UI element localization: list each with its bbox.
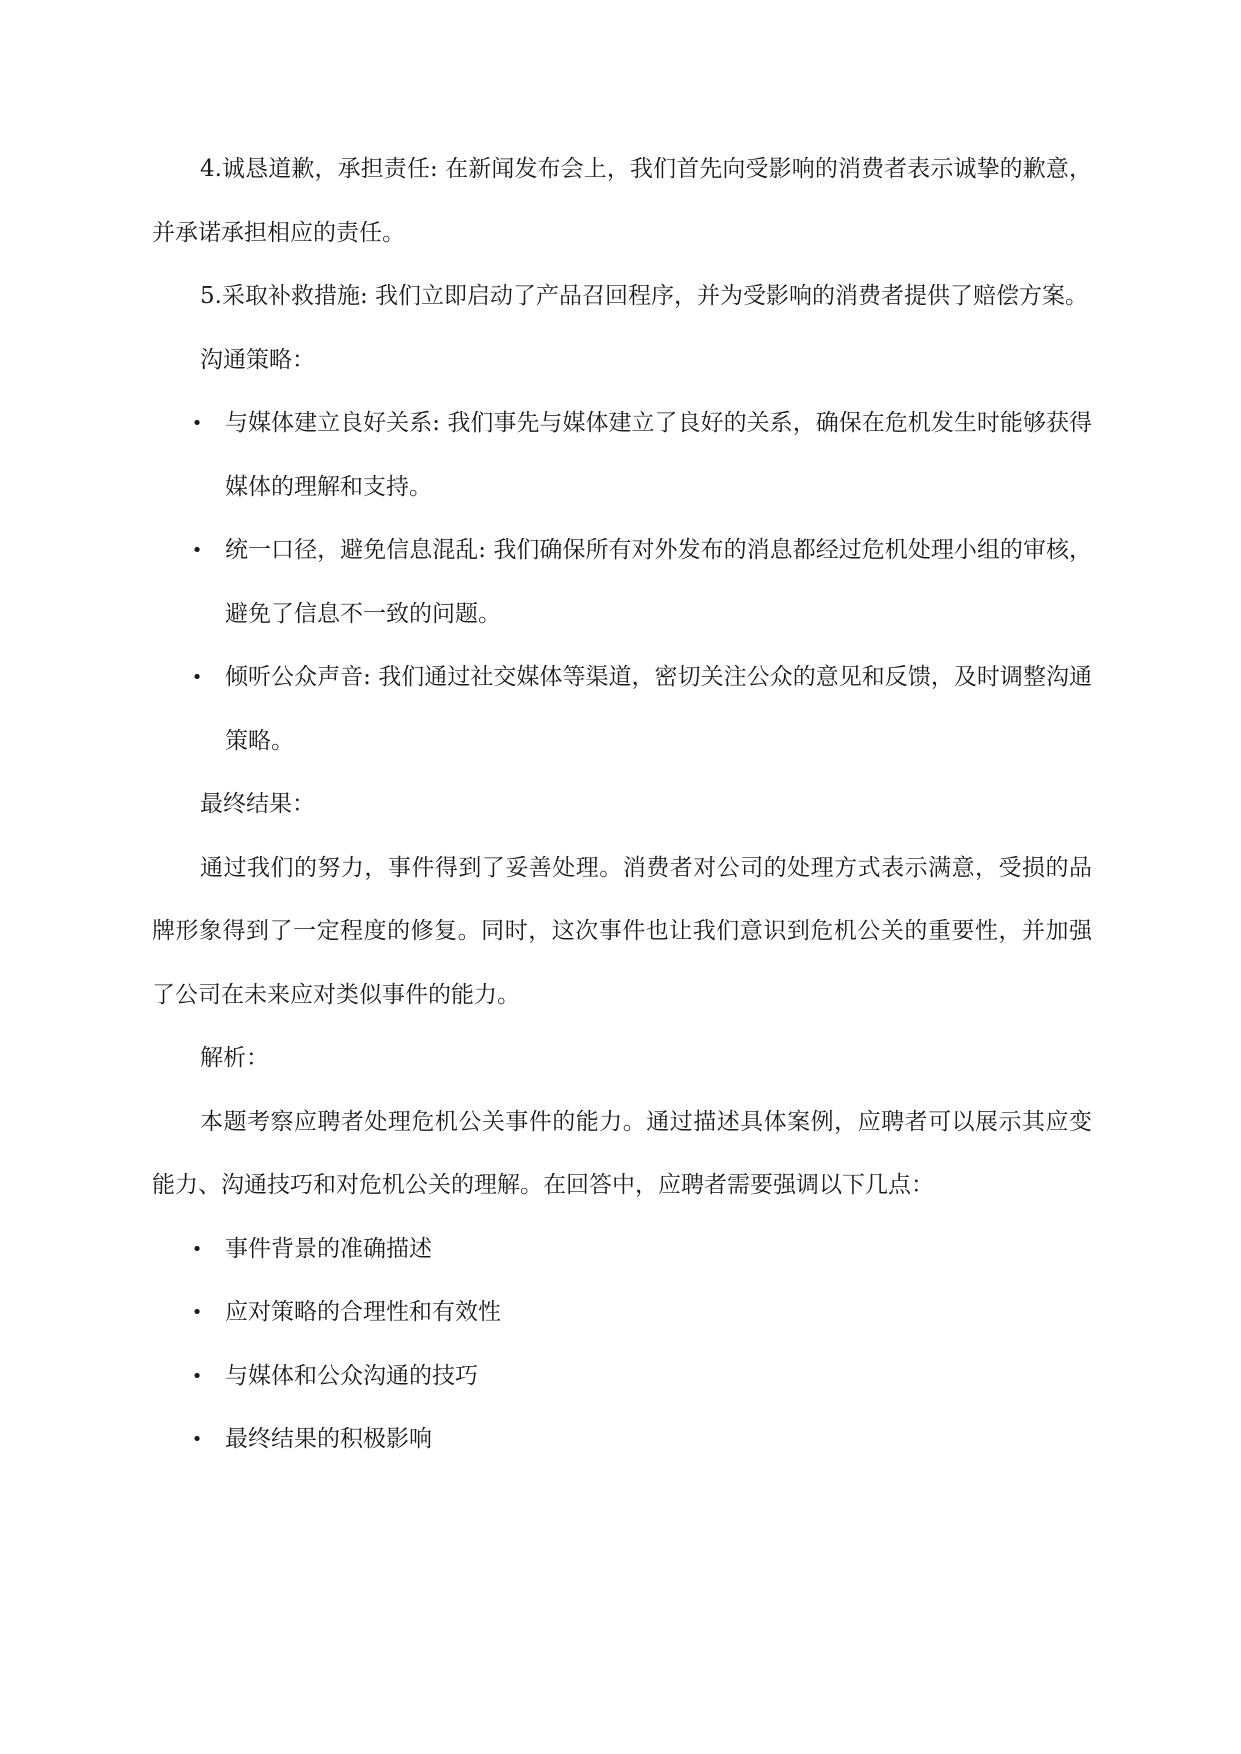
- paragraph-final-result: 通过我们的努力，事件得到了妥善处理。消费者对公司的处理方式表示满意，受损的品牌形象得到了一定程度的修复。同时，这次事件也让我们意识到危机公关的重要性，并加强了公司在未来应对类似事件的能力。: [152, 854, 1092, 1008]
- list-item-text: 与媒体建立良好关系: 我们事先与媒体建立了良好的关系，确保在危机发生时能够获得媒体的理解和支持。: [225, 410, 1092, 500]
- bullet-icon: •: [191, 413, 203, 434]
- list-item: [152, 392, 1092, 519]
- paragraph-remedy: 5.采取补救措施: 我们立即启动了产品召回程序，并为受影响的消费者提供了赔偿方案。: [200, 283, 1089, 309]
- list-item-text: 最终结果的积极影响: [225, 1426, 432, 1452]
- document-body: [152, 138, 1092, 1472]
- bullet-icon: •: [191, 1302, 203, 1323]
- list-item-text: 倾听公众声音: 我们通过社交媒体等渠道，密切关注公众的意见和反馈，及时调整沟通策略。: [225, 664, 1092, 754]
- list-item-text: 事件背景的准确描述: [225, 1235, 432, 1262]
- list-item-text: 与媒体和公众沟通的技巧: [225, 1362, 478, 1389]
- analysis-points-list: [152, 1218, 1092, 1472]
- bullet-icon: •: [191, 540, 203, 561]
- paragraph-analysis: 本题考察应聘者处理危机公关事件的能力。通过描述具体案例，应聘者可以展示其应变能力、沟通技巧和对危机公关的理解。在回答中，应聘者需要强调以下几点：: [152, 1108, 1092, 1198]
- heading-communication-strategy: 沟通策略：: [200, 346, 315, 373]
- list-item: [152, 646, 1092, 773]
- list-item: [152, 1345, 1092, 1409]
- list-item-text: 统一口径，避免信息混乱: 我们确保所有对外发布的消息都经过危机处理小组的审核，避免了信息不一致的问题。: [225, 537, 1092, 627]
- heading-analysis: 解析：: [200, 1045, 269, 1071]
- list-item: [152, 1281, 1092, 1345]
- bullet-icon: •: [191, 1238, 203, 1260]
- list-item: [152, 1408, 1092, 1472]
- bullet-icon: •: [191, 1429, 203, 1450]
- list-item-text: 应对策略的合理性和有效性: [225, 1299, 501, 1325]
- paragraph-apology: 4.诚恳道歉，承担责任: 在新闻发布会上，我们首先向受影响的消费者表示诚挚的歉意，并承诺承担相应的责任。: [152, 156, 1092, 246]
- list-item: [152, 519, 1092, 646]
- bullet-icon: •: [191, 1365, 203, 1387]
- communication-strategy-list: [152, 392, 1092, 773]
- bullet-icon: •: [191, 667, 203, 688]
- list-item: [152, 1218, 1092, 1282]
- heading-final-result: 最终结果：: [200, 791, 315, 817]
